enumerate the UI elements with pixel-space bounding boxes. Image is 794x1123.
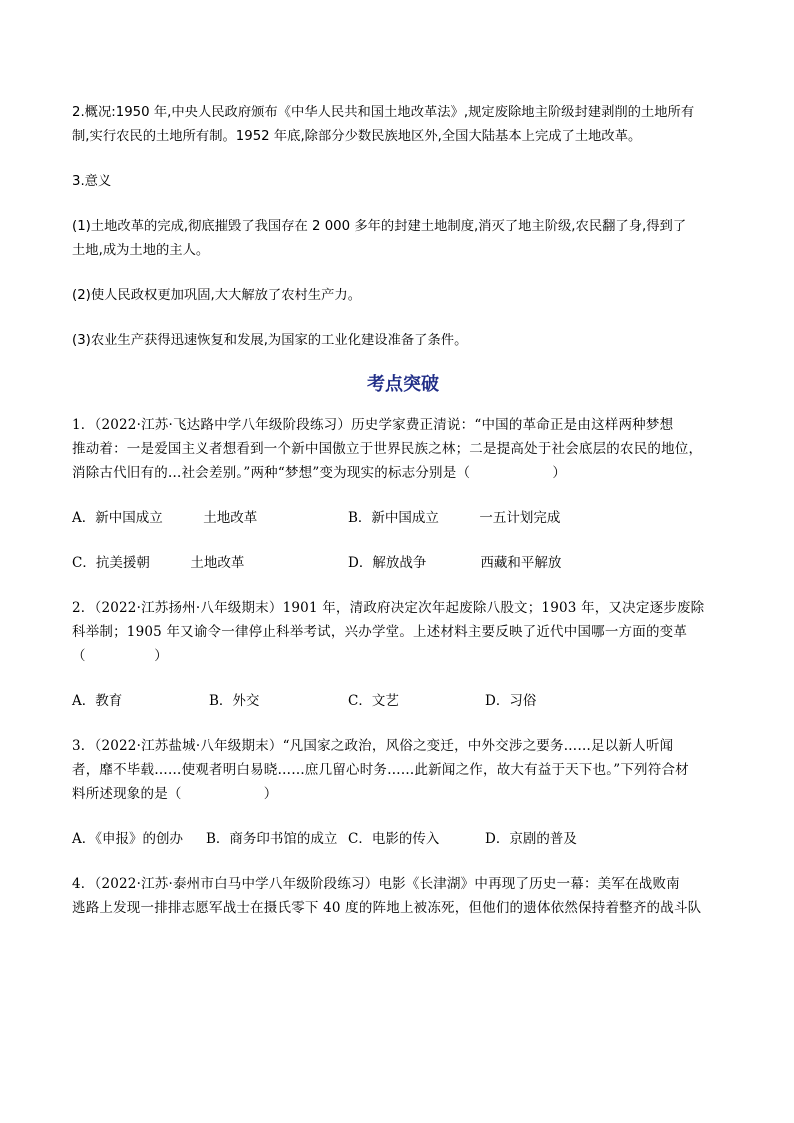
question-text-line: 消除古代旧有的…社会差别。”两种“梦想”变为现实的标志分别是（ ） bbox=[72, 465, 567, 481]
option-row bbox=[72, 506, 734, 530]
option-a[interactable]: A．教育 bbox=[72, 693, 123, 709]
option-c[interactable]: C．电影的传入 bbox=[348, 831, 440, 847]
option-row bbox=[72, 827, 734, 851]
question-text-line: 料所述现象的是（ ） bbox=[72, 786, 278, 802]
question-text-line: 逃路上发现一排排志愿军战士在摄氏零下 40 度的阵地上被冻死，但他们的遗体依然保持着整齐的战斗队 bbox=[72, 900, 702, 916]
question-2 bbox=[72, 596, 734, 713]
significance-point-1-line-1: (1)土地改革的完成,彻底摧毁了我国存在 2 000 多年的封建土地制度,消灭了地主阶级,农民翻了身,得到了 bbox=[72, 219, 687, 234]
question-text-line: 推动着：一是爱国主义者想看到一个新中国傲立于世界民族之林；二是提高处于社会底层的农民的地位， bbox=[72, 441, 703, 457]
option-d[interactable]: D．解放战争 西藏和平解放 bbox=[348, 555, 562, 571]
question-text-line: 1．（2022·江苏·飞达路中学八年级阶段练习）历史学家费正清说：“中国的革命正是由这样两种梦想 bbox=[72, 417, 674, 433]
question-3 bbox=[72, 734, 734, 851]
option-a[interactable]: A．《申报》的创办 bbox=[72, 831, 183, 847]
option-c[interactable]: C．文艺 bbox=[348, 693, 399, 709]
significance-point-3: (3)农业生产获得迅速恢复和发展,为国家的工业化建设准备了条件。 bbox=[72, 333, 468, 348]
option-b[interactable]: B．外交 bbox=[209, 693, 260, 709]
summary-section bbox=[72, 101, 734, 353]
option-row bbox=[72, 551, 734, 575]
significance-point-2: (2)使人民政权更加巩固,大大解放了农村生产力。 bbox=[72, 288, 361, 303]
option-b[interactable]: B．新中国成立 一五计划完成 bbox=[348, 510, 561, 526]
option-d[interactable]: D．京剧的普及 bbox=[485, 831, 577, 847]
section-heading: 考点突破 bbox=[367, 374, 439, 395]
question-text-line: 者，靡不毕载……使观者明白易晓……庶几留心时务……此新闻之作，故大有益于天下也。”下列符合材 bbox=[72, 762, 689, 778]
question-text-line: 4．（2022·江苏·泰州市白马中学八年级阶段练习）电影《长津湖》中再现了历史一幕：美军在战败南 bbox=[72, 876, 680, 892]
question-text-line: （ ） bbox=[72, 648, 168, 664]
overview-line-1: 2.概况:1950 年,中央人民政府颁布《中华人民共和国土地改革法》,规定废除地主阶级封建剥削的土地所有 bbox=[72, 105, 695, 120]
significance-point-1-line-2: 土地,成为土地的主人。 bbox=[72, 243, 210, 258]
option-row bbox=[72, 689, 734, 713]
question-4 bbox=[72, 872, 734, 920]
question-text-line: 科举制；1905 年又谕令一律停止科举考试，兴办学堂。上述材料主要反映了近代中国哪一方面的变革 bbox=[72, 624, 688, 640]
option-a[interactable]: A．新中国成立 土地改革 bbox=[72, 510, 258, 526]
overview-line-2: 制,实行农民的土地所有制。1952 年底,除部分少数民族地区外,全国大陆基本上完成了土地改革。 bbox=[72, 129, 642, 144]
option-d[interactable]: D．习俗 bbox=[485, 693, 537, 709]
option-c[interactable]: C．抗美援朝 土地改革 bbox=[72, 555, 245, 571]
question-text-line: 3．（2022·江苏盐城·八年级期末）“凡国家之政治，风俗之变迁，中外交涉之要务……足以新人听闻 bbox=[72, 738, 674, 754]
question-text-line: 2．（2022·江苏扬州·八年级期末）1901 年，清政府决定次年起废除八股文；1903 年，又决定逐步废除 bbox=[72, 600, 705, 616]
question-1 bbox=[72, 413, 734, 575]
significance-title: 3.意义 bbox=[72, 174, 112, 189]
option-b[interactable]: B．商务印书馆的成立 bbox=[206, 831, 338, 847]
